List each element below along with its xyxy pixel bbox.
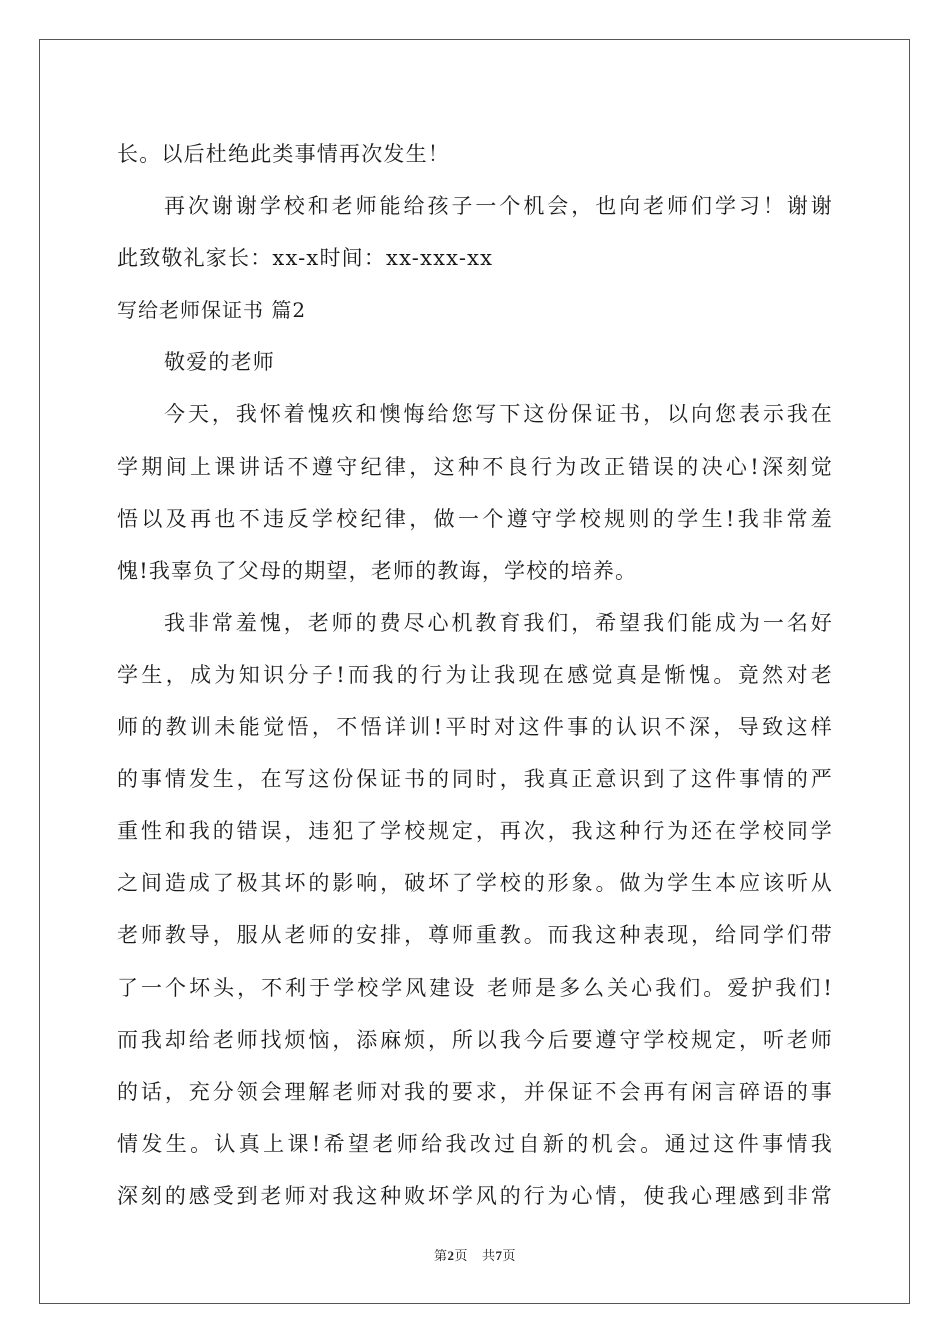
text-line: 之间造成了极其坏的影响，破坏了学校的形象。做为学生本应该听从 xyxy=(117,871,833,896)
text-line: 愧!我辜负了父母的期望，老师的教诲，学校的培养。 xyxy=(117,558,638,583)
page-footer xyxy=(0,1245,950,1264)
text-line: 深刻的感受到老师对我这种败坏学风的行为心情，使我心理感到非常 xyxy=(117,1183,833,1208)
text-line: 师的教训未能觉悟，不悟详训!平时对这件事的认识不深，导致这样 xyxy=(117,715,833,740)
text-line: 而我却给老师找烦恼，添麻烦，所以我今后要遵守学校规定，听老师 xyxy=(117,1027,833,1052)
text-line: 的话，充分领会理解老师对我的要求，并保证不会再有闲言碎语的事 xyxy=(117,1079,833,1104)
text-line: 长。以后杜绝此类事情再次发生！ xyxy=(117,142,450,166)
text-line: 此致敬礼家长：xx-x时间：xx-xxx-xx xyxy=(117,246,494,271)
page-prefix: 第 xyxy=(433,1248,448,1263)
text-line: 了一个坏头，不利于学校学风建设 老师是多么关心我们。爱护我们! xyxy=(117,975,833,1000)
page-suffix: 页 xyxy=(454,1248,468,1263)
text-line: 老师教导，服从老师的安排，尊师重教。而我这种表现，给同学们带 xyxy=(117,923,833,948)
text-line: 再次谢谢学校和老师能给孩子一个机会，也向老师们学习！谢谢 xyxy=(164,194,833,219)
text-line: 我非常羞愧，老师的费尽心机教育我们，希望我们能成为一名好 xyxy=(164,610,833,635)
total-suffix: 页 xyxy=(502,1248,517,1263)
text-line: 学生，成为知识分子!而我的行为让我现在感觉真是惭愧。竟然对老 xyxy=(117,662,833,687)
text-line: 今天，我怀着愧疚和懊悔给您写下这份保证书，以向您表示我在 xyxy=(164,402,833,427)
text-line: 学期间上课讲话不遵守纪律，这种不良行为改正错误的决心!深刻觉 xyxy=(117,454,833,479)
current-page-number: 2 xyxy=(447,1248,455,1263)
total-page-number: 7 xyxy=(495,1248,503,1263)
total-prefix: 共 xyxy=(482,1248,496,1263)
section-heading: 写给老师保证书 篇2 xyxy=(117,298,307,323)
text-line: 悟以及再也不违反学校纪律，做一个遵守学校规则的学生!我非常羞 xyxy=(117,506,833,531)
text-line: 敬爱的老师 xyxy=(164,350,275,375)
text-line: 的事情发生，在写这份保证书的同时，我真正意识到了这件事情的严 xyxy=(117,767,833,792)
text-line: 情发生。认真上课!希望老师给我改过自新的机会。通过这件事情我 xyxy=(117,1131,833,1156)
text-line: 重性和我的错误，违犯了学校规定，再次，我这种行为还在学校同学 xyxy=(117,819,833,844)
document-body xyxy=(117,128,833,1222)
